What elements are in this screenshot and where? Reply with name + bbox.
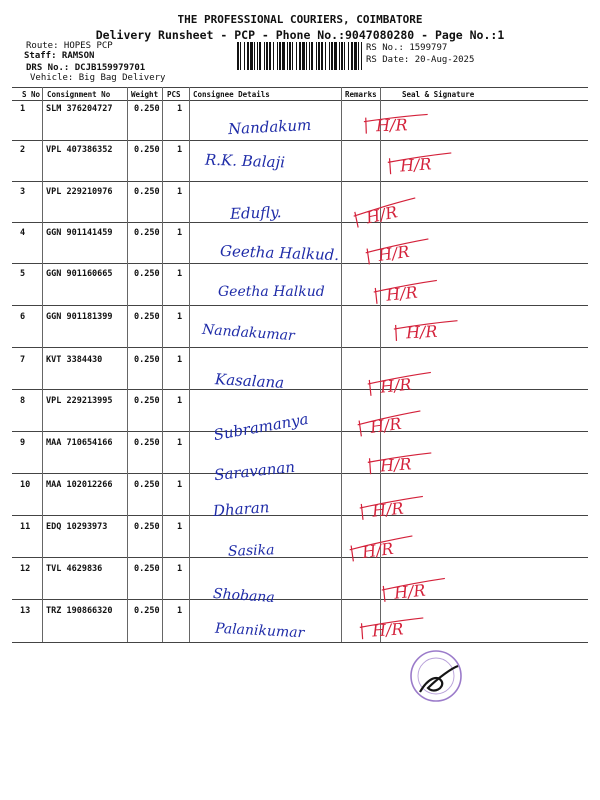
row-weight: 0.250 xyxy=(134,104,160,114)
row-sno: 12 xyxy=(20,564,31,574)
seal-text: H/R xyxy=(371,619,405,641)
row-weight: 0.250 xyxy=(134,564,160,574)
row-divider xyxy=(12,557,588,558)
row-weight: 0.250 xyxy=(134,187,160,197)
seal-text: H/R xyxy=(371,498,405,521)
rs-date: RS Date: 20-Aug-2025 xyxy=(366,55,475,65)
col-seal: Seal & Signature xyxy=(402,90,475,99)
row-weight: 0.250 xyxy=(134,145,160,155)
row-sno: 10 xyxy=(20,480,31,490)
column-divider xyxy=(42,87,43,642)
consignee-signature: Edufly. xyxy=(229,203,282,223)
col-remarks: Remarks xyxy=(345,90,377,99)
row-pcs: 1 xyxy=(177,564,183,574)
row-sno: 13 xyxy=(20,606,31,616)
consignee-signature: Palanikumar xyxy=(214,620,305,642)
row-pcs: 1 xyxy=(177,269,183,279)
route-label: Route: HOPES PCP xyxy=(26,41,113,51)
col-consignment: Consignment No xyxy=(47,90,111,99)
delivery-seal-mark xyxy=(398,321,438,343)
delivery-seal-mark xyxy=(377,282,419,305)
consignment-number: TRZ 190866320 xyxy=(46,606,113,616)
row-pcs: 1 xyxy=(177,355,183,365)
row-weight: 0.250 xyxy=(134,355,160,365)
column-divider xyxy=(162,87,163,642)
company-title: THE PROFESSIONAL COURIERS, COIMBATORE xyxy=(177,13,423,26)
col-weight: Weight xyxy=(131,90,159,99)
row-divider xyxy=(12,389,588,390)
row-sno: 5 xyxy=(20,269,26,279)
row-sno: 11 xyxy=(20,522,31,532)
row-pcs: 1 xyxy=(177,396,183,406)
col-sno: S No xyxy=(22,90,41,99)
row-divider xyxy=(12,305,588,306)
row-divider xyxy=(12,263,588,264)
row-pcs: 1 xyxy=(177,187,183,197)
table-top-border xyxy=(12,87,588,88)
row-weight: 0.250 xyxy=(134,228,160,238)
row-sno: 7 xyxy=(20,355,26,365)
delivery-seal-mark xyxy=(391,154,433,176)
delivery-seal-mark xyxy=(363,498,405,521)
column-divider xyxy=(341,87,342,642)
row-divider xyxy=(12,222,588,223)
row-pcs: 1 xyxy=(177,522,183,532)
row-pcs: 1 xyxy=(177,480,183,490)
consignment-number: TVL 4629836 xyxy=(46,564,103,574)
row-divider xyxy=(12,181,588,182)
round-seal-stamp xyxy=(408,648,464,704)
row-divider xyxy=(12,431,588,432)
consignment-number: VPL 229213995 xyxy=(46,396,113,406)
consignment-number: EDQ 10293973 xyxy=(46,522,108,532)
row-sno: 9 xyxy=(20,438,26,448)
seal-text: H/R xyxy=(405,321,438,343)
row-divider xyxy=(12,140,588,141)
col-consignee: Consignee Details xyxy=(193,90,270,99)
row-weight: 0.250 xyxy=(134,438,160,448)
row-pcs: 1 xyxy=(177,145,183,155)
row-divider xyxy=(12,599,588,600)
delivery-seal-mark xyxy=(363,619,405,641)
seal-text: H/R xyxy=(376,241,411,265)
delivery-seal-mark xyxy=(356,202,400,228)
col-pcs: PCS xyxy=(167,90,181,99)
consignee-signature: Sasika xyxy=(227,542,275,560)
seal-text: H/R xyxy=(364,202,400,228)
consignment-number: GGN 901160665 xyxy=(46,269,113,279)
seal-text: H/R xyxy=(399,154,433,176)
row-pcs: 1 xyxy=(177,312,183,322)
seal-text: H/R xyxy=(385,282,419,305)
row-pcs: 1 xyxy=(177,438,183,448)
consignee-signature: R.K. Balaji xyxy=(204,150,286,172)
column-divider xyxy=(189,87,190,642)
consignee-signature: Nandakumar xyxy=(201,321,296,345)
runsheet-subtitle: Delivery Runsheet - PCP - Phone No.:9047080280 - Page No.:1 xyxy=(95,28,505,42)
consignment-number: MAA 102012266 xyxy=(46,480,113,490)
seal-text: H/R xyxy=(379,454,413,476)
consignee-signature: Subramanya xyxy=(212,409,310,445)
delivery-seal-mark xyxy=(371,454,413,476)
rs-number: RS No.: 1599797 xyxy=(366,43,448,53)
consignment-number: GGN 901141459 xyxy=(46,228,113,238)
consignment-number: MAA 710654166 xyxy=(46,438,113,448)
delivery-seal-mark xyxy=(371,374,413,397)
row-sno: 6 xyxy=(20,312,26,322)
seal-text: H/R xyxy=(375,115,408,136)
consignment-number: KVT 3384430 xyxy=(46,355,103,365)
row-divider xyxy=(12,473,588,474)
seal-text: H/R xyxy=(393,580,427,603)
seal-text: H/R xyxy=(360,538,395,562)
row-weight: 0.250 xyxy=(134,269,160,279)
row-weight: 0.250 xyxy=(134,606,160,616)
row-weight: 0.250 xyxy=(134,312,160,322)
consignment-number: VPL 407386352 xyxy=(46,145,113,155)
row-weight: 0.250 xyxy=(134,396,160,406)
consignment-number: VPL 229210976 xyxy=(46,187,113,197)
consignee-signature: Dharan xyxy=(212,498,270,520)
row-sno: 3 xyxy=(20,187,26,197)
row-pcs: 1 xyxy=(177,104,183,114)
row-sno: 1 xyxy=(20,104,26,114)
staff-label: Staff: RAMSON xyxy=(24,51,95,61)
row-pcs: 1 xyxy=(177,606,183,616)
consignee-signature: Nandakum xyxy=(227,115,312,139)
row-divider xyxy=(12,515,588,516)
row-sno: 2 xyxy=(20,145,26,155)
row-divider xyxy=(12,100,588,101)
row-divider xyxy=(12,347,588,348)
delivery-seal-mark xyxy=(369,241,411,265)
row-divider xyxy=(12,642,588,643)
consignment-number: SLM 376204727 xyxy=(46,104,113,114)
delivery-seal-mark xyxy=(361,413,403,437)
delivery-seal-mark xyxy=(368,114,408,136)
vehicle-label: Vehicle: Big Bag Delivery xyxy=(30,73,166,83)
row-sno: 8 xyxy=(20,396,26,406)
delivery-seal-mark xyxy=(385,580,427,603)
drs-number: DRS No.: DCJB159979701 xyxy=(26,63,146,73)
consignee-signature: Geetha Halkud. xyxy=(219,241,340,265)
consignment-number: GGN 901181399 xyxy=(46,312,113,322)
column-divider xyxy=(127,87,128,642)
seal-text: H/R xyxy=(379,374,413,397)
consignee-signature: Saravanan xyxy=(213,457,296,485)
barcode-icon xyxy=(237,42,363,70)
seal-text: H/R xyxy=(368,413,403,437)
row-sno: 4 xyxy=(20,228,26,238)
row-weight: 0.250 xyxy=(134,522,160,532)
consignee-signature: Shobana xyxy=(212,585,276,607)
consignee-signature: Kasalana xyxy=(214,370,285,392)
row-weight: 0.250 xyxy=(134,480,160,490)
row-pcs: 1 xyxy=(177,228,183,238)
consignee-signature: Geetha Halkud xyxy=(218,284,325,300)
delivery-seal-mark xyxy=(353,538,395,562)
